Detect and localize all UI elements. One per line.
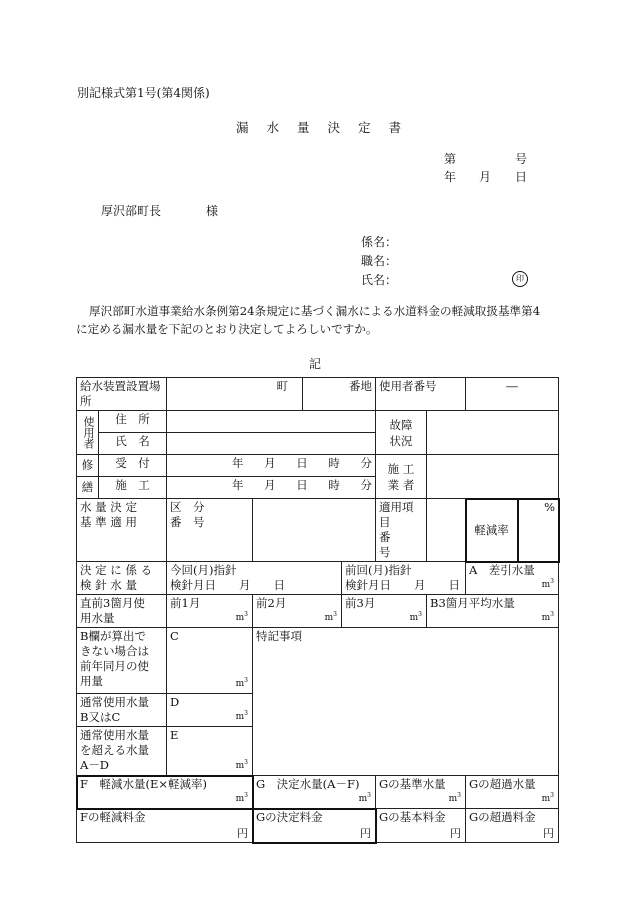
contractor-field[interactable] [427, 455, 559, 499]
m3-unit: $m^3$ [235, 611, 248, 623]
repair-label-shu: 修 [77, 455, 99, 477]
d-field[interactable]: D $m^3$ [167, 694, 253, 727]
reduced-volume-field[interactable]: F 軽減水量(E×軽減率) $m^3$ [77, 776, 253, 809]
user-vertical-label: 使用者 [77, 411, 99, 455]
title-char: 書 [388, 120, 402, 135]
yen-unit: 円 [543, 827, 554, 840]
applied-item-field[interactable] [427, 499, 466, 562]
failure-status-field[interactable] [427, 411, 559, 455]
number-label-dai: 第 [444, 152, 457, 166]
special-notes-label: 特記事項 [256, 629, 302, 643]
repair-label-zen: 繕 [77, 477, 99, 499]
reduced-fee-field[interactable]: Fの軽減料金 円 [77, 809, 253, 843]
yen-unit: 円 [360, 827, 371, 840]
special-notes-field[interactable] [253, 628, 559, 776]
g-base-volume-field[interactable]: Gの基準水量 $m^3$ [376, 776, 466, 809]
reception-label: 受 付 [99, 455, 167, 477]
m3-unit: $m^3$ [358, 792, 371, 804]
shokumei-label: 職名： [361, 254, 398, 268]
month-3-field[interactable]: 前3月 $m^3$ [342, 595, 427, 628]
body-text-line-2: に定める漏水量を下記のとおり決定してよろしいですか。 [76, 322, 378, 336]
applied-item-label: 適用項目 番 号 [376, 499, 427, 562]
install-location-label: 給水装置設置場所 [77, 378, 167, 411]
m3-unit: $m^3$ [448, 792, 461, 804]
g-excess-fee-field[interactable]: Gの超過料金 円 [466, 809, 559, 843]
address-label: 住 所 [99, 411, 167, 433]
user-number-label: 使用者番号 [376, 378, 466, 411]
install-location-town[interactable]: 町 [167, 378, 303, 411]
title-char: 漏 [236, 120, 249, 135]
contractor-label: 施 工 業 者 [376, 455, 427, 499]
e-field[interactable]: E $m^3$ [167, 727, 253, 776]
meter-reading-label: 決 定 に 係 る 検 針 水 量 [77, 562, 167, 595]
month-2-field[interactable]: 前2月 $m^3$ [253, 595, 342, 628]
month-1-field[interactable]: 前1月 $m^3$ [167, 595, 253, 628]
difference-volume-field[interactable]: A 差引水量 $m^3$ [466, 562, 559, 595]
leak-volume-table [76, 377, 559, 843]
yen-unit: 円 [450, 827, 461, 840]
honorific: 様 [206, 204, 219, 218]
install-location-banchi[interactable]: 番地 [303, 378, 376, 411]
yen-unit: 円 [237, 827, 248, 840]
c-field[interactable]: C $m^3$ [167, 628, 253, 694]
b3-average-field[interactable]: B3箇月平均水量 $m^3$ [427, 595, 559, 628]
reduction-rate-label: 軽減率 [466, 499, 518, 562]
m3-unit: $m^3$ [541, 792, 554, 804]
failure-status-label [376, 411, 427, 455]
m3-unit: $m^3$ [541, 578, 554, 590]
title-char: 量 [297, 120, 310, 135]
failure-label: 故障 [389, 417, 413, 432]
seal-icon: 印 [512, 270, 528, 287]
ki-heading: 記 [309, 357, 322, 371]
volume-decision-criteria-label: 水 量 決 定 基 準 適 用 [77, 499, 167, 562]
reception-datetime-field[interactable]: 年 月 日 時 分 [167, 455, 376, 477]
date-day-label: 日 [515, 170, 528, 184]
status-label: 状況 [389, 433, 413, 448]
title-char: 水 [266, 120, 280, 135]
g-base-fee-field[interactable]: Gの基本料金 円 [376, 809, 466, 843]
excess-volume-label: 通常使用水量 を超える水量 A－D [77, 727, 167, 776]
shimei-label: 氏名： [361, 273, 398, 287]
date-year-label: 年 [444, 170, 457, 184]
document-title [236, 118, 419, 136]
title-char: 定 [358, 120, 371, 135]
kakari-label: 係名： [361, 235, 398, 249]
title-char: 決 [327, 120, 341, 135]
m3-unit: $m^3$ [541, 611, 554, 623]
date-month-label: 月 [479, 170, 492, 184]
name-field[interactable] [167, 433, 376, 455]
g-excess-volume-field[interactable]: Gの超過水量 $m^3$ [466, 776, 559, 809]
construction-datetime-field[interactable]: 年 月 日 時 分 [167, 477, 376, 499]
category-number-field[interactable]: 区 分 番 号 [167, 499, 253, 562]
construction-label: 施 工 [99, 477, 167, 499]
current-reading-field[interactable]: 今回(月)指針 検針月日 月 日 [167, 562, 342, 595]
addressee: 厚沢部町長 [101, 204, 162, 218]
user-number-field[interactable]: ― [466, 378, 559, 411]
m3-unit: $m^3$ [409, 611, 422, 623]
decided-volume-field[interactable]: G 決定水量(A－F) $m^3$ [253, 776, 376, 809]
reduction-rate-field[interactable]: % [518, 499, 559, 562]
m3-unit: $m^3$ [235, 677, 248, 689]
form-reference: 別記様式第1号(第4関係) [77, 86, 210, 100]
number-label-go: 号 [515, 152, 528, 166]
previous-reading-field[interactable]: 前回(月)指針 検針月日 月 日 [342, 562, 466, 595]
m3-unit: $m^3$ [324, 611, 337, 623]
m3-unit: $m^3$ [235, 759, 248, 771]
category-number-input[interactable] [253, 499, 376, 562]
prev-3-months-label: 直前3箇月使 用水量 [77, 595, 167, 628]
address-field[interactable] [167, 411, 376, 433]
m3-unit: $m^3$ [235, 710, 248, 722]
normal-usage-label: 通常使用水量 B又はC [77, 694, 167, 727]
body-text-line-1: 厚沢部町水道事業給水条例第24条規定に基づく漏水による水道料金の軽減取扱基準第4 [89, 304, 541, 318]
decided-fee-field[interactable]: Gの決定料金 円 [253, 809, 376, 843]
prior-year-usage-label: B欄が算出で きない場合は 前年同月の使 用量 [77, 628, 167, 694]
m3-unit: $m^3$ [235, 792, 248, 804]
name-label: 氏 名 [99, 433, 167, 455]
